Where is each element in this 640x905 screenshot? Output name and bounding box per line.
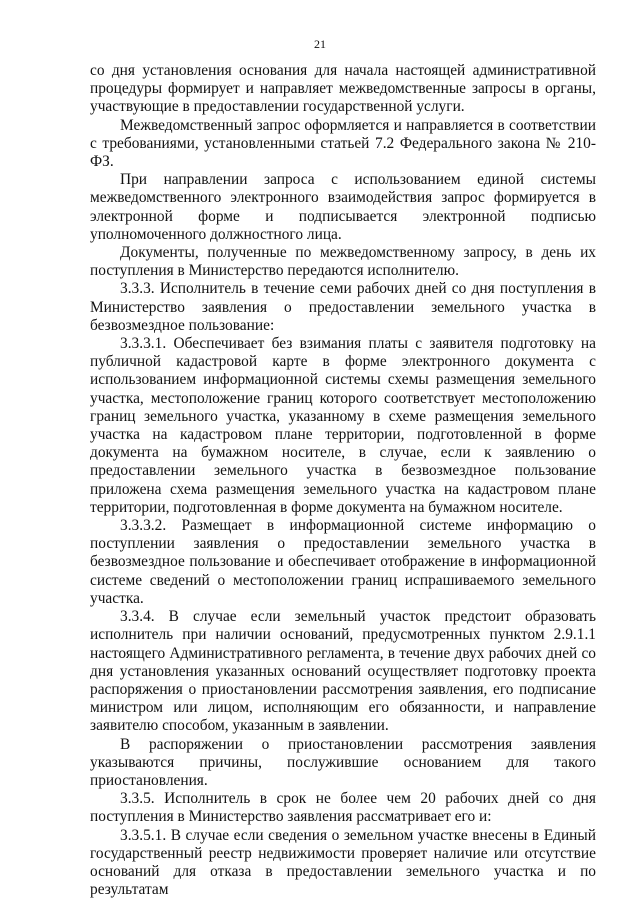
paragraph-3-3-3: 3.3.3. Исполнитель в течение семи рабочих дней со дня поступления в Министерство заявления о предоставлении земельного участка в безвозмездное пользование: <box>90 280 596 334</box>
paragraph-3-3-5: 3.3.5. Исполнитель в срок не более чем 20 рабочих дней со дня поступления в Министерство заявления рассматривает его и: <box>90 790 596 826</box>
paragraph-electronic-request: При направлении запроса с использованием единой системы межведомственного электронного взаимодействия запрос формируется в электронной форме и подписывается электронной подписью уполномоченного должностного лица. <box>90 171 596 243</box>
paragraph-continuation: со дня установления основания для начала настоящей административной процедуры формирует и направляет межведомственные запросы в органы, участвующие в предоставлении государственной услуги. <box>90 62 596 116</box>
paragraph-3-3-5-1: 3.3.5.1. В случае если сведения о земельном участке внесены в Единый государственный реестр недвижимости проверяет наличие или отсутствие оснований для отказа в предоставлении земельного участка и по результатам <box>90 826 596 899</box>
page-number: 21 <box>314 37 326 51</box>
paragraph-received-documents: Документы, полученные по межведомственному запросу, в день их поступления в Министерство передаются исполнителю. <box>90 244 596 280</box>
paragraph-suspension-order: В распоряжении о приостановлении рассмотрения заявления указываются причины, послужившие основанием для такого приостановления. <box>90 735 596 789</box>
document-body <box>90 62 596 899</box>
paragraph-3-3-4: 3.3.4. В случае если земельный участок предстоит образовать исполнитель при наличии оснований, предусмотренных пунктом 2.9.1.1 настоящего Административного регламента, в течение двух рабочих дней со дня установления указанных оснований осуществляет подготовку проекта распоряжения о приостановлении рассмотрения заявления, его подписание министром или лицом, исполняющим его обязанности, и направление заявителю способом, указанным в заявлении. <box>90 608 596 735</box>
paragraph-3-3-3-1: 3.3.3.1. Обеспечивает без взимания платы с заявителя подготовку на публичной кадастровой карте в форме электронного документа с использованием информационной системы схемы размещения земельного участка, местоположение границ которого соответствует местоположению границ земельного участка, указанному в схеме размещения земельного участка на кадастровом плане территории, подготовленной в форме документа на бумажном носителе, в случае, если к заявлению о предоставлении земельного участка в безвозмездное пользование приложена схема размещения земельного участка на кадастровом плане территории, подготовленная в форме документа на бумажном носителе. <box>90 335 596 516</box>
paragraph-interagency-request: Межведомственный запрос оформляется и направляется в соответствии с требованиями, установленными статьей 7.2 Федерального закона № 210-ФЗ. <box>90 116 596 171</box>
paragraph-3-3-3-2: 3.3.3.2. Размещает в информационной системе информацию о поступлении заявления о предоставлении земельного участка в безвозмездное пользование и обеспечивает отображение в информационной системе сведений о местоположении границ испрашиваемого земельного участка. <box>90 517 596 607</box>
